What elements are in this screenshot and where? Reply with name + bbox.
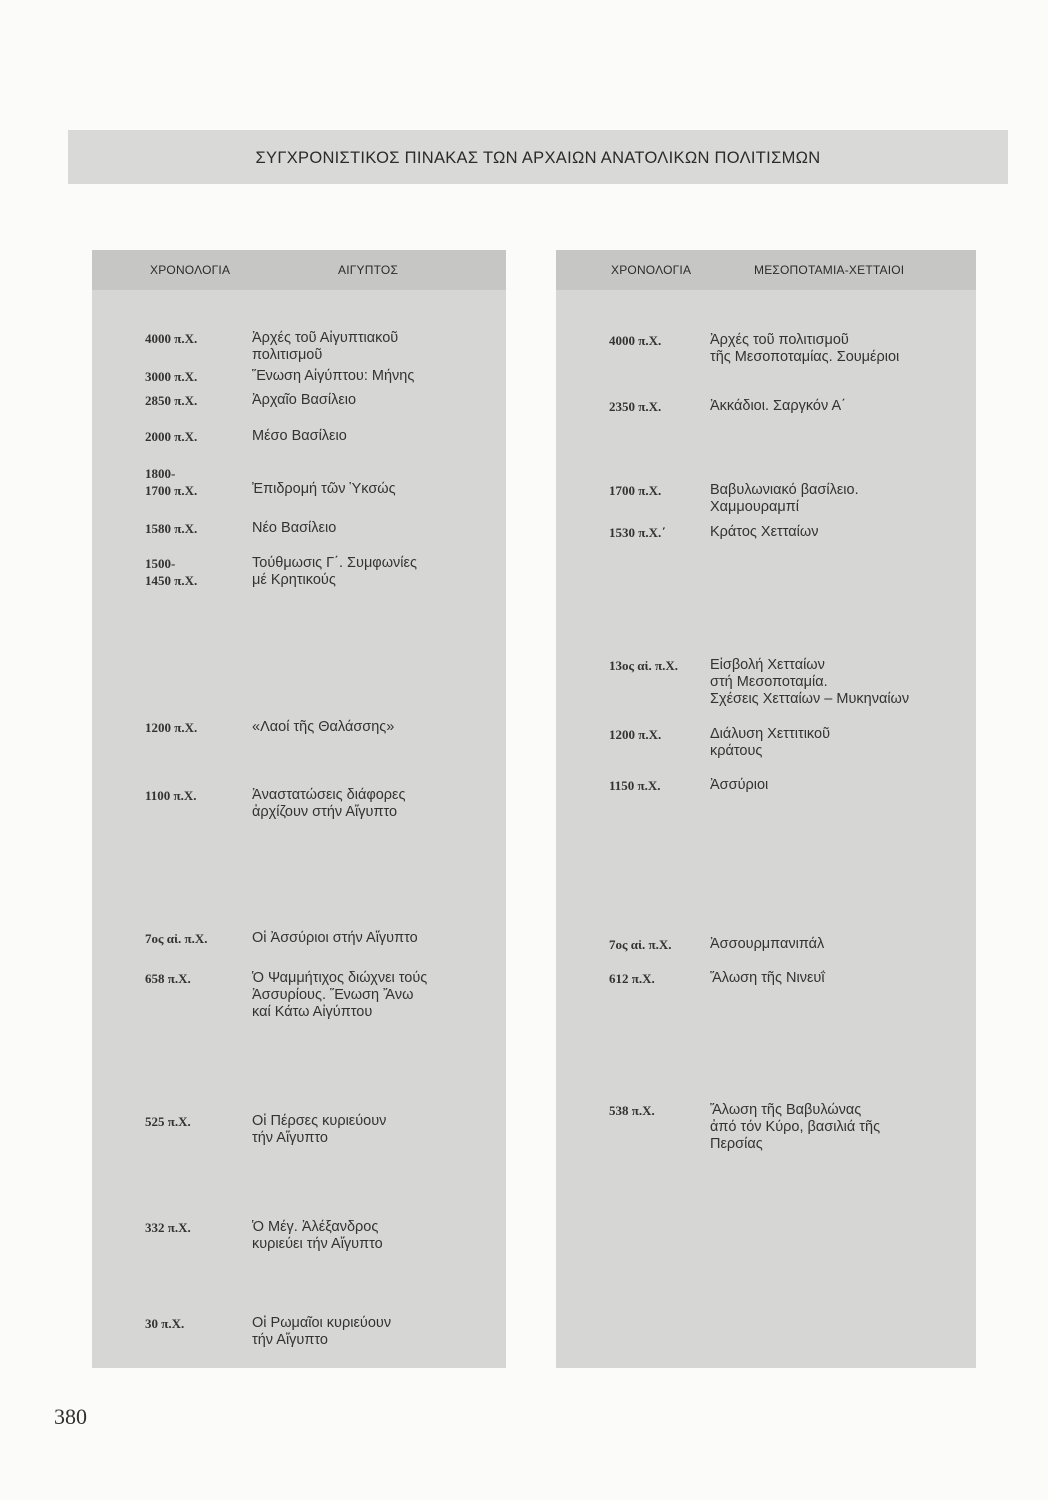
row-date: 4000 π.Χ. <box>609 333 662 348</box>
row-event: τῆς Μεσοποταμίας. Σουμέριοι <box>710 349 900 365</box>
row-date: 1800- <box>145 466 176 481</box>
row-date: 525 π.Χ. <box>145 1114 191 1129</box>
row-event: Ἀρχαῖο Βασίλειο <box>252 392 357 408</box>
row-event: Ἕνωση Αἰγύπτου: Μήνης <box>252 368 415 384</box>
row-event: Ἀρχές τοῦ Αἰγυπτιακοῦ <box>252 330 399 346</box>
row-date: 2850 π.Χ. <box>145 393 198 408</box>
row-date: 3000 π.Χ. <box>145 369 198 384</box>
row-date: 2000 π.Χ. <box>145 429 198 444</box>
row-event: Κράτος Χετταίων <box>710 524 819 540</box>
right-head-region: ΜΕΣΟΠΟΤΑΜΙΑ-ΧΕΤΤΑΙΟΙ <box>754 263 905 277</box>
row-date: 538 π.Χ. <box>609 1103 655 1118</box>
row-date: 1200 π.Χ. <box>145 720 198 735</box>
row-event: μέ Κρητικούς <box>252 572 336 588</box>
row-date: 1700 π.Χ. <box>609 483 662 498</box>
row-event: Σχέσεις Χετταίων – Μυκηναίων <box>710 691 910 707</box>
row-event: Εἰσβολή Χετταίων <box>710 657 825 673</box>
row-event: στή Μεσοποταμία. <box>710 674 828 690</box>
row-date: 1100 π.Χ. <box>145 788 197 803</box>
row-date: 30 π.Χ. <box>145 1316 185 1331</box>
page-number: 380 <box>54 1404 87 1429</box>
row-event: κυριεύει τήν Αἴγυπτο <box>252 1236 383 1252</box>
row-date: 1500- <box>145 556 176 571</box>
row-event: Διάλυση Χεττιτικοῦ <box>710 726 830 742</box>
row-date: 612 π.Χ. <box>609 971 655 986</box>
row-event: Ἅλωση τῆς Νινευΐ <box>710 970 825 986</box>
row-event: τήν Αἴγυπτο <box>252 1332 328 1348</box>
row-event: «Λαοί τῆς Θαλάσσης» <box>252 719 395 735</box>
row-date: 1450 π.Χ. <box>145 573 198 588</box>
row-date: 1530 π.Χ.΄ <box>609 525 666 540</box>
row-event: Ὁ Ψαμμήτιχος διώχνει τούς <box>252 970 428 986</box>
row-event: Βαβυλωνιακό βασίλειο. <box>710 482 859 498</box>
row-event: Ἅλωση τῆς Βαβυλώνας <box>710 1102 862 1118</box>
row-event: ἀρχίζουν στήν Αἴγυπτο <box>252 804 398 820</box>
row-date: 2350 π.Χ. <box>609 399 662 414</box>
row-event: Μέσο Βασίλειο <box>252 428 347 444</box>
row-date: 1580 π.Χ. <box>145 521 198 536</box>
row-event: Ἀσσυρίους. Ἕνωση Ἄνω <box>252 987 414 1003</box>
row-event: ἀπό τόν Κύρο, βασιλιά τῆς <box>710 1119 881 1135</box>
row-event: Οἱ Πέρσες κυριεύουν <box>252 1113 387 1129</box>
row-date: 1700 π.Χ. <box>145 483 198 498</box>
row-event: Ἀσσύριοι <box>710 777 769 793</box>
row-date: 13ος αἰ. π.Χ. <box>609 658 679 673</box>
row-date: 658 π.Χ. <box>145 971 191 986</box>
left-head-region: ΑΙΓΥΠΤΟΣ <box>338 263 399 277</box>
row-date: 1200 π.Χ. <box>609 727 662 742</box>
row-event: Ἀσσουρμπανιπάλ <box>710 936 825 952</box>
row-event: Οἱ Ρωμαῖοι κυριεύουν <box>252 1315 392 1331</box>
row-event: Νέο Βασίλειο <box>252 520 337 536</box>
row-event: Ἀκκάδιοι. Σαργκόν Α΄ <box>710 398 846 414</box>
row-event: Οἱ Ἀσσύριοι στήν Αἴγυπτο <box>252 930 418 946</box>
row-event: Ἀρχές τοῦ πολιτισμοῦ <box>710 332 849 348</box>
row-date: 7ος αἰ. π.Χ. <box>609 937 672 952</box>
row-event: κράτους <box>710 743 763 759</box>
row-event: Ὁ Μέγ. Ἀλέξανδρος <box>252 1219 379 1235</box>
right-head-date: ΧΡΟΝΟΛΟΓΙΑ <box>611 263 692 277</box>
row-event: καί Κάτω Αἰγύπτου <box>252 1004 373 1020</box>
row-event: Ἐπιδρομή τῶν Ὑκσώς <box>252 481 396 497</box>
row-date: 1150 π.Χ. <box>609 778 661 793</box>
row-event: Ἀναστατώσεις διάφορες <box>252 787 406 803</box>
page-title: ΣΥΓΧΡΟΝΙΣΤΙΚΟΣ ΠΙΝΑΚΑΣ ΤΩΝ ΑΡΧΑΙΩΝ ΑΝΑΤΟΛΙΚΩΝ ΠΟΛΙΤΙΣΜΩΝ <box>255 149 821 167</box>
right-column-bg <box>556 250 976 1368</box>
row-event: πολιτισμοῦ <box>252 347 323 363</box>
left-head-date: ΧΡΟΝΟΛΟΓΙΑ <box>150 263 231 277</box>
row-date: 7ος αἰ. π.Χ. <box>145 931 208 946</box>
row-date: 332 π.Χ. <box>145 1220 191 1235</box>
row-event: Τούθμωσις Γ΄. Συμφωνίες <box>252 555 417 571</box>
row-date: 4000 π.Χ. <box>145 331 198 346</box>
row-event: Χαμμουραμπί <box>710 499 799 515</box>
row-event: τήν Αἴγυπτο <box>252 1130 328 1146</box>
row-event: Περσίας <box>710 1136 763 1152</box>
